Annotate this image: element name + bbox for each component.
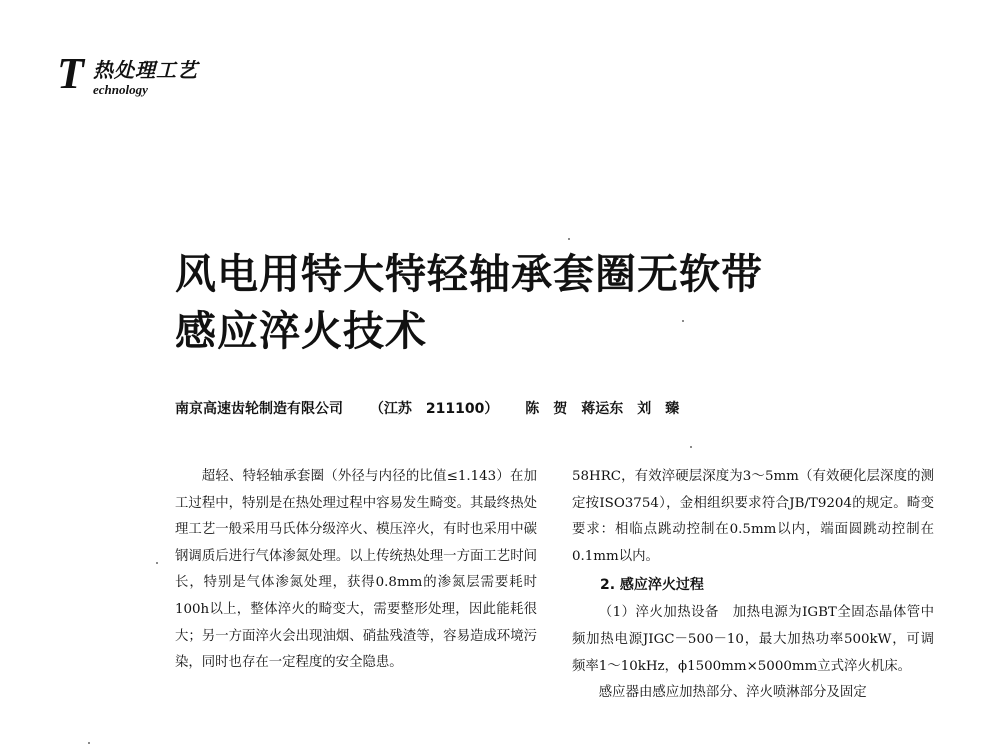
affiliation: 南京高速齿轮制造有限公司: [175, 401, 343, 417]
body-paragraph-partial: 感应器由感应加热部分、淬火喷淋部分及固定: [598, 685, 867, 701]
scan-speck: [682, 320, 684, 322]
section-name-chinese: 热处理工艺: [93, 58, 198, 82]
byline: [175, 398, 895, 418]
scan-speck: [88, 742, 90, 744]
title-line-2: 感应淬火技术: [175, 307, 427, 355]
article-title: [175, 246, 895, 360]
section-heading: 2. 感应淬火过程: [600, 577, 704, 594]
body-paragraph: （1）淬火加热设备 加热电源为IGBT全固态晶体管中频加热电源JIGC－500－10，最大加热功率500kW，可调频率1～10kHz，ϕ1500mm×5000mm立式淬火机床。: [572, 605, 934, 674]
title-line-1: 风电用特大特轻轴承套圈无软带: [175, 250, 763, 298]
author-names: 陈 贺 蒋运东 刘 臻: [525, 401, 680, 417]
scan-speck: [156, 562, 158, 564]
location-postcode: （江苏 211100）: [369, 401, 499, 417]
scan-speck: [690, 446, 692, 448]
journal-section-header: [57, 49, 257, 102]
left-column: [175, 464, 537, 677]
section-initial-letter: T: [57, 49, 84, 98]
body-paragraph: 超轻、特轻轴承套圈（外径与内径的比值≤1.143）在加工过程中，特别是在热处理过程中容易发生畸变。其最终热处理工艺一般采用马氏体分级淬火、模压淬火，有时也采用中碳钢调质后进行气体渗氮处理。以上传统热处理一方面工艺时间长，特别是气体渗氮处理，获得0.8mm的渗氮层需要耗时100h以上，整体淬火的畸变大，需要整形处理，因此能耗很大；另一方面淬火会出现油烟、硝盐残渣等，容易造成环境污染，同时也存在一定程度的安全隐患。: [175, 469, 537, 671]
section-name-english: echnology: [93, 82, 148, 97]
scan-speck: [568, 238, 570, 240]
body-paragraph: 58HRC，有效淬硬层深度为3～5mm（有效硬化层深度的测定按ISO3754），金相组织要求符合JB/T9204的规定。畸变要求：相临点跳动控制在0.5mm以内，端面圆跳动控制在0.1mm以内。: [572, 469, 934, 564]
right-column: [572, 464, 934, 701]
